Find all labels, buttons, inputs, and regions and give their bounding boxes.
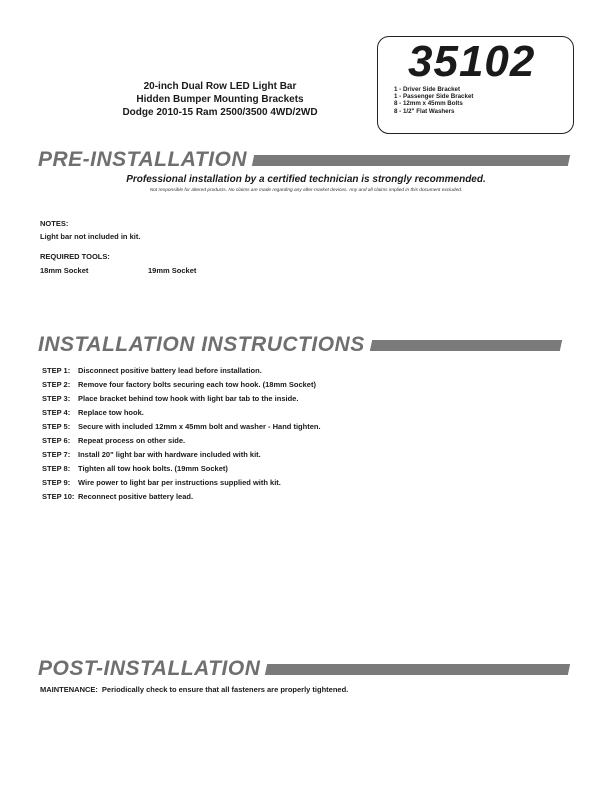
post-installation-heading — [38, 657, 569, 681]
title-line-1: 20-inch Dual Row LED Light Bar — [143, 81, 297, 92]
disclaimer: Not responsible for altered products. No claims are made regarding any after-market devices. Any and all claims implied in this document excluded. — [149, 188, 463, 193]
title-line-2: Hidden Bumper Mounting Brackets — [136, 94, 304, 105]
step-text: Replace tow hook. — [78, 408, 144, 417]
step-row — [42, 392, 321, 406]
step-number: STEP 7: — [42, 450, 71, 459]
step-text: Install 20" light bar with hardware included with kit. — [78, 450, 261, 459]
kit-contents — [394, 86, 473, 115]
installation-heading — [38, 333, 561, 357]
step-number: STEP 8: — [42, 464, 71, 473]
pre-installation-heading — [38, 148, 569, 172]
part-number: 35102 — [408, 37, 536, 86]
kit-item: 8 - 12mm x 45mm Bolts — [394, 100, 463, 108]
step-number: STEP 3: — [42, 394, 71, 403]
tool-item: 19mm Socket — [148, 266, 197, 275]
step-row — [42, 490, 321, 504]
tool-item: 18mm Socket — [40, 266, 89, 275]
kit-item: 1 - Driver Side Bracket — [394, 86, 461, 93]
step-text: Tighten all tow hook bolts. (19mm Socket) — [78, 464, 228, 473]
heading-rule — [252, 155, 570, 166]
step-row — [42, 420, 321, 434]
maintenance-text: Periodically check to ensure that all fasteners are properly tightened. — [101, 685, 349, 694]
step-row — [42, 406, 321, 420]
installation-steps — [42, 364, 321, 504]
step-number: STEP 2: — [42, 380, 71, 389]
notes-label: NOTES: — [40, 219, 69, 228]
part-number-box — [377, 36, 574, 134]
step-row — [42, 448, 321, 462]
step-row — [42, 434, 321, 448]
step-row — [42, 462, 321, 476]
step-row — [42, 476, 321, 490]
step-row — [42, 364, 321, 378]
required-tools-label: REQUIRED TOOLS: — [40, 252, 110, 261]
maintenance-label: MAINTENANCE: — [40, 685, 98, 694]
heading-rule — [265, 664, 570, 675]
step-text: Place bracket behind tow hook with light bar tab to the inside. — [78, 394, 299, 403]
step-number: STEP 1: — [42, 366, 71, 375]
title-line-3: Dodge 2010-15 Ram 2500/3500 4WD/2WD — [122, 107, 318, 118]
step-number: STEP 4: — [42, 408, 71, 417]
step-text: Remove four factory bolts securing each tow hook. (18mm Socket) — [78, 380, 316, 389]
section-title: POST-INSTALLATION — [38, 657, 261, 680]
step-number: STEP 9: — [42, 478, 71, 487]
heading-rule — [370, 340, 562, 351]
section-title: INSTALLATION INSTRUCTIONS — [38, 333, 365, 356]
kit-item: 1 - Passenger Side Bracket — [394, 93, 474, 101]
kit-item: 8 - 1/2" Flat Washers — [394, 107, 455, 115]
step-text: Disconnect positive battery lead before installation. — [78, 366, 262, 375]
section-title: PRE-INSTALLATION — [38, 148, 248, 171]
maintenance-note — [40, 685, 348, 694]
notes-text: Light bar not included in kit. — [40, 232, 141, 241]
step-text: Wire power to light bar per instructions supplied with kit. — [78, 478, 281, 487]
step-text: Repeat process on other side. — [78, 436, 186, 445]
product-title — [70, 80, 370, 119]
step-number: STEP 10: — [42, 492, 75, 501]
professional-install-note: Professional installation by a certified technician is strongly recommended. — [126, 174, 486, 185]
step-row — [42, 378, 321, 392]
step-text: Reconnect positive battery lead. — [78, 492, 194, 501]
step-number: STEP 6: — [42, 436, 71, 445]
step-text: Secure with included 12mm x 45mm bolt and washer - Hand tighten. — [78, 422, 321, 431]
step-number: STEP 5: — [42, 422, 71, 431]
